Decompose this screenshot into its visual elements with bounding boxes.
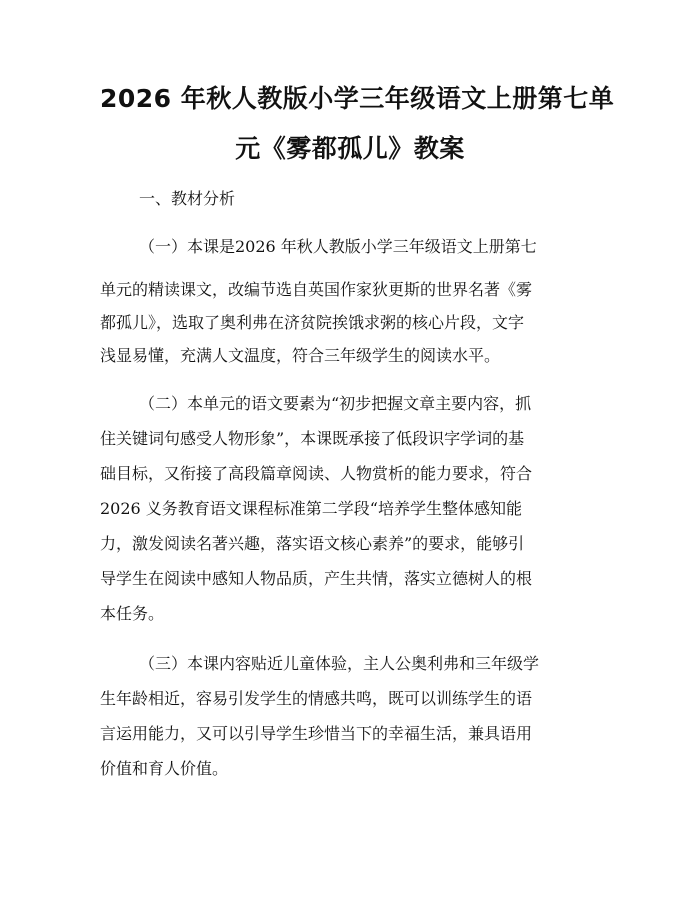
paragraph-2-line-6: 导学生在阅读中感知人物品质，产生共情，落实立德树人的根 xyxy=(100,569,533,588)
paragraph-3-line-2: 生年龄相近，容易引发学生的情感共鸣，既可以训练学生的语 xyxy=(100,689,533,708)
paragraph-2-line-5: 力，激发阅读名著兴趣，落实语文核心素养”的要求，能够引 xyxy=(100,534,525,553)
paragraph-1-line-1: （一）本课是2026 年秋人教版小学三年级语文上册第七 xyxy=(139,237,537,256)
paragraph-2-line-7: 本任务。 xyxy=(100,604,165,623)
paragraph-3-line-1: （三）本课内容贴近儿童体验，主人公奥利弗和三年级学 xyxy=(139,654,540,673)
document-title-line-2: 元《雾都孤儿》教案 xyxy=(235,134,465,163)
paragraph-1-line-2: 单元的精读课文，改编节选自英国作家狄更斯的世界名著《雾 xyxy=(100,280,533,299)
paragraph-3-line-3: 言运用能力，又可以引导学生珍惜当下的幸福生活，兼具语用 xyxy=(100,724,533,743)
paragraph-2-line-1: （二）本单元的语文要素为“初步把握文章主要内容，抓 xyxy=(139,394,532,413)
paragraph-2-line-3: 础目标，又衔接了高段篇章阅读、人物赏析的能力要求，符合 xyxy=(100,464,533,483)
paragraph-1-line-4: 浅显易懂，充满人文温度，符合三年级学生的阅读水平。 xyxy=(100,346,501,365)
section-heading: 一、教材分析 xyxy=(139,189,236,208)
paragraph-2-line-4: 2026 义务教育语文课程标准第二学段“培养学生整体感知能 xyxy=(100,499,522,518)
paragraph-3-line-4: 价值和育人价值。 xyxy=(100,759,229,778)
paragraph-2-line-2: 住关键词句感受人物形象”，本课既承接了低段识字学词的基 xyxy=(100,429,525,448)
document-title-line-1: 2026 年秋人教版小学三年级语文上册第七单 xyxy=(100,84,615,113)
paragraph-1-line-3: 都孤儿》，选取了奥利弗在济贫院挨饿求粥的核心片段，文字 xyxy=(100,313,525,332)
